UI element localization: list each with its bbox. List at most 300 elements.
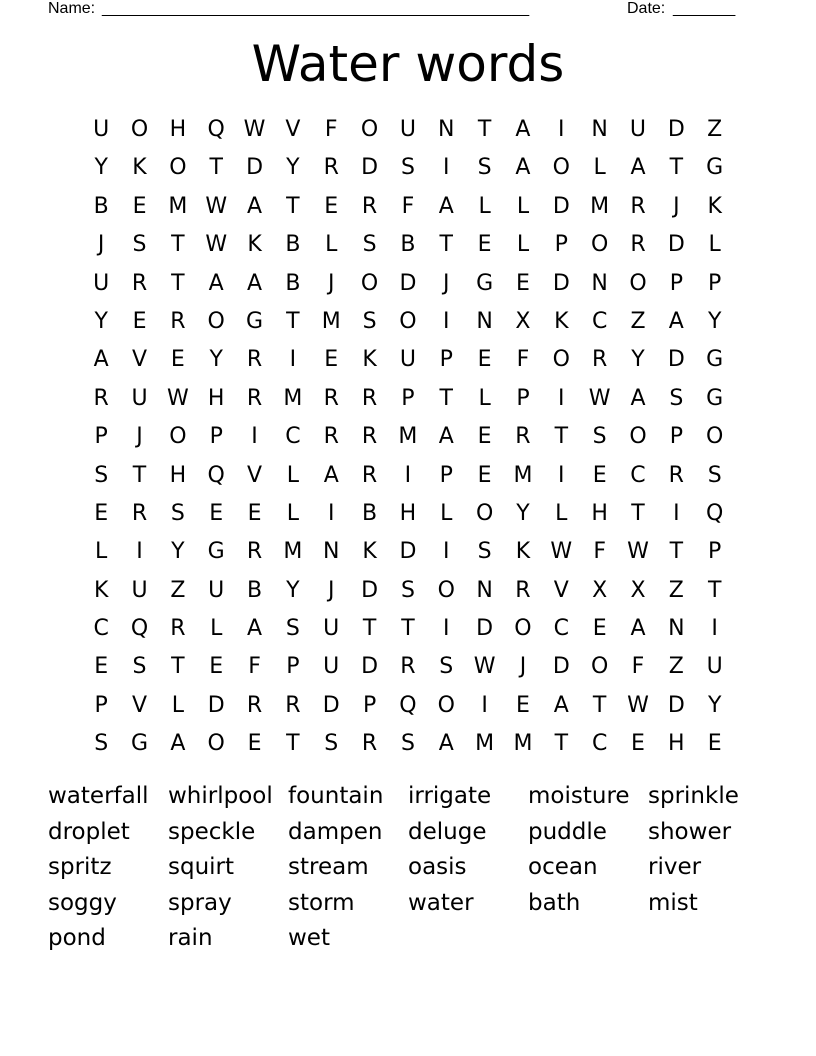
grid-letter: L	[593, 155, 606, 181]
grid-letter: E	[170, 347, 185, 373]
grid-letter: W	[473, 654, 496, 680]
grid-letter: H	[169, 117, 187, 142]
grid-row	[82, 303, 734, 341]
word-bank-item: spritz	[48, 854, 112, 880]
grid-letter: Y	[94, 155, 108, 181]
grid-letter: V	[247, 462, 263, 488]
grid-row	[82, 457, 734, 495]
grid-letter: U	[323, 654, 340, 680]
grid-letter: L	[440, 500, 453, 526]
grid-letter: D	[322, 692, 340, 718]
grid-letter: N	[323, 539, 340, 565]
grid-letter: T	[171, 270, 185, 296]
grid-letter: E	[94, 500, 109, 526]
grid-letter: E	[592, 616, 607, 642]
grid-letter: T	[631, 500, 645, 526]
grid-letter: M	[283, 539, 303, 565]
grid-letter: Y	[707, 308, 722, 334]
grid-letter: S	[400, 731, 415, 757]
grid-letter: P	[401, 385, 415, 411]
grid-letter: A	[630, 385, 646, 411]
grid-letter: T	[592, 692, 607, 718]
word-bank-item: whirlpool	[168, 783, 273, 809]
grid-letter: T	[171, 232, 185, 258]
grid-letter: W	[627, 539, 649, 565]
grid-letter: P	[516, 385, 530, 411]
grid-letter: R	[668, 462, 684, 488]
grid-letter: T	[669, 539, 684, 565]
grid-letter: E	[516, 692, 530, 718]
grid-letter: Q	[130, 616, 149, 642]
grid-letter: G	[207, 539, 225, 565]
grid-letter: E	[592, 462, 607, 488]
grid-letter: L	[286, 500, 300, 526]
grid-letter: K	[707, 193, 722, 219]
grid-row	[82, 495, 734, 533]
grid-letter: M	[590, 193, 610, 219]
grid-letter: X	[592, 577, 608, 603]
grid-letter: Y	[631, 347, 645, 373]
grid-letter: T	[439, 232, 453, 258]
grid-letter: Q	[207, 117, 225, 142]
grid-letter: I	[443, 308, 450, 334]
grid-letter: D	[399, 270, 417, 296]
grid-letter: R	[361, 193, 378, 219]
grid-letter: M	[513, 462, 533, 488]
grid-letter: T	[209, 155, 223, 181]
grid-letter: F	[516, 347, 530, 373]
grid-letter: L	[286, 462, 300, 488]
grid-letter: P	[362, 692, 377, 718]
grid-letter: U	[131, 577, 148, 603]
grid-letter: G	[706, 155, 724, 181]
grid-letter: V	[285, 117, 301, 142]
grid-letter: O	[360, 270, 379, 296]
word-bank-item: rain	[168, 925, 213, 951]
grid-letter: K	[362, 347, 377, 373]
grid-row	[82, 111, 734, 149]
grid-letter: D	[399, 539, 417, 565]
grid-letter: K	[362, 539, 377, 565]
grid-letter: E	[132, 193, 147, 219]
grid-letter: U	[93, 270, 110, 296]
grid-letter: K	[132, 155, 147, 181]
grid-letter: E	[477, 424, 492, 450]
grid-letter: R	[93, 385, 109, 411]
grid-letter: W	[205, 232, 228, 258]
name-label: Name:	[48, 0, 96, 17]
word-bank	[48, 779, 768, 957]
grid-letter: A	[515, 117, 531, 142]
grid-row	[82, 265, 734, 303]
word-bank-item: irrigate	[408, 783, 492, 809]
grid-letter: U	[323, 616, 340, 642]
grid-letter: R	[323, 385, 339, 411]
grid-letter: I	[443, 155, 450, 181]
grid-letter: Y	[707, 692, 722, 718]
grid-letter: B	[285, 270, 301, 296]
grid-letter: I	[443, 539, 450, 565]
word-bank-item: puddle	[528, 818, 607, 845]
grid-letter: N	[476, 577, 493, 603]
grid-letter: A	[247, 193, 263, 219]
grid-letter: L	[516, 193, 530, 219]
grid-letter: N	[438, 117, 455, 142]
grid-letter: B	[285, 232, 301, 258]
grid-letter: A	[438, 193, 454, 219]
grid-letter: X	[515, 308, 531, 334]
grid-row	[82, 610, 734, 648]
grid-letter: A	[438, 424, 454, 450]
grid-letter: S	[132, 232, 147, 258]
grid-letter: U	[399, 347, 416, 373]
grid-letter: D	[552, 193, 570, 219]
word-bank-row	[48, 886, 768, 922]
grid-letter: T	[669, 155, 684, 181]
grid-letter: A	[515, 155, 531, 181]
grid-letter: Z	[668, 654, 684, 680]
grid-letter: Q	[706, 500, 724, 526]
grid-letter: R	[361, 731, 378, 757]
grid-letter: I	[289, 347, 297, 373]
word-bank-row	[48, 815, 768, 851]
grid-letter: A	[170, 731, 186, 757]
letter-grid	[82, 111, 734, 764]
grid-letter: V	[131, 347, 148, 373]
grid-letter: G	[246, 308, 264, 334]
grid-letter: R	[515, 577, 531, 603]
word-bank-item: ocean	[528, 854, 598, 880]
grid-letter: A	[323, 462, 339, 488]
grid-row	[82, 418, 734, 456]
grid-letter: S	[132, 654, 147, 680]
grid-letter: T	[171, 654, 185, 680]
grid-row	[82, 572, 734, 610]
header	[48, 0, 748, 20]
grid-letter: Y	[209, 347, 223, 373]
grid-letter: Y	[286, 577, 300, 603]
grid-letter: E	[477, 232, 492, 258]
grid-letter: M	[513, 731, 533, 757]
grid-letter: L	[171, 692, 184, 718]
grid-row	[82, 648, 734, 686]
grid-letter: T	[132, 462, 147, 488]
grid-letter: E	[477, 462, 492, 488]
grid-letter: P	[708, 270, 722, 296]
grid-letter: A	[438, 731, 454, 757]
grid-letter: C	[93, 616, 109, 642]
word-bank-item: bath	[528, 889, 581, 916]
grid-row	[82, 725, 734, 763]
grid-letter: E	[132, 308, 147, 334]
grid-letter: R	[361, 462, 378, 488]
grid-letter: B	[362, 500, 378, 526]
grid-letter: O	[207, 308, 225, 334]
grid-letter: P	[439, 462, 453, 488]
grid-row	[82, 341, 734, 379]
grid-letter: I	[558, 462, 565, 488]
grid-letter: O	[590, 232, 609, 258]
grid-letter: T	[362, 616, 377, 642]
grid-letter: R	[246, 692, 263, 718]
grid-letter: T	[477, 117, 492, 142]
grid-letter: Y	[516, 500, 530, 526]
grid-letter: D	[361, 654, 379, 680]
grid-letter: L	[478, 193, 491, 219]
grid-letter: N	[476, 308, 493, 334]
grid-letter: W	[627, 692, 649, 718]
grid-letter: R	[515, 424, 531, 450]
page-title: Water words	[251, 35, 565, 93]
grid-letter: O	[437, 577, 455, 603]
grid-letter: J	[519, 654, 527, 680]
grid-letter: P	[94, 692, 108, 718]
grid-row	[82, 380, 734, 418]
grid-letter: U	[131, 385, 148, 411]
grid-letter: K	[93, 577, 109, 603]
grid-letter: O	[706, 424, 724, 450]
word-bank-item: oasis	[408, 854, 467, 880]
grid-letter: I	[711, 616, 718, 642]
grid-letter: S	[477, 155, 492, 181]
grid-row	[82, 533, 734, 571]
grid-letter: N	[591, 117, 608, 142]
grid-letter: R	[361, 424, 378, 450]
name-field-line: ________________________________________________	[102, 0, 530, 17]
grid-letter: N	[591, 270, 608, 296]
grid-letter: U	[629, 117, 647, 142]
word-bank-item: deluge	[408, 818, 487, 845]
grid-letter: D	[552, 270, 570, 296]
grid-letter: G	[130, 731, 149, 757]
grid-letter: R	[131, 500, 148, 526]
grid-letter: Y	[94, 308, 108, 334]
grid-letter: T	[554, 424, 569, 450]
grid-letter: L	[325, 232, 338, 258]
grid-letter: I	[673, 500, 680, 526]
grid-letter: U	[399, 117, 416, 142]
grid-letter: C	[630, 462, 646, 488]
grid-letter: D	[667, 692, 685, 718]
grid-letter: R	[400, 654, 416, 680]
grid-letter: W	[205, 193, 228, 219]
grid-letter: R	[361, 385, 378, 411]
grid-letter: M	[321, 308, 341, 334]
grid-letter: G	[476, 270, 494, 296]
grid-letter: S	[707, 462, 722, 488]
grid-letter: J	[443, 270, 450, 296]
grid-letter: V	[131, 692, 148, 718]
grid-row	[82, 687, 734, 725]
grid-letter: S	[592, 424, 607, 450]
grid-letter: A	[668, 308, 684, 334]
grid-letter: E	[247, 731, 262, 757]
grid-letter: L	[708, 232, 721, 258]
grid-letter: D	[361, 155, 379, 181]
grid-letter: Z	[707, 117, 723, 142]
grid-letter: W	[550, 539, 573, 565]
grid-letter: H	[169, 462, 187, 488]
grid-letter: I	[251, 424, 258, 450]
grid-letter: T	[554, 731, 569, 757]
grid-letter: Y	[286, 155, 300, 181]
word-bank-item: soggy	[48, 889, 117, 916]
grid-letter: Z	[170, 577, 186, 603]
grid-letter: O	[590, 654, 609, 680]
grid-letter: B	[93, 193, 109, 219]
word-bank-item: storm	[288, 889, 355, 916]
grid-letter: P	[209, 424, 223, 450]
grid-letter: E	[707, 731, 722, 757]
grid-letter: F	[593, 539, 606, 565]
grid-letter: P	[669, 424, 683, 450]
word-bank-item: waterfall	[48, 783, 149, 809]
grid-letter: D	[207, 692, 225, 718]
grid-letter: R	[285, 692, 301, 718]
grid-letter: S	[362, 232, 377, 258]
grid-letter: O	[437, 692, 455, 718]
grid-letter: E	[94, 654, 109, 680]
grid-letter: I	[558, 117, 565, 142]
grid-letter: C	[285, 424, 301, 450]
grid-letter: O	[475, 500, 494, 526]
grid-letter: U	[93, 117, 110, 142]
grid-letter: I	[136, 539, 143, 565]
grid-letter: O	[629, 270, 647, 296]
grid-letter: A	[630, 616, 646, 642]
grid-letter: C	[553, 616, 569, 642]
date-label: Date:	[627, 0, 666, 17]
grid-letter: J	[97, 232, 105, 258]
grid-letter: W	[243, 117, 266, 142]
grid-letter: I	[481, 692, 488, 718]
grid-letter: R	[170, 308, 186, 334]
word-bank-item: dampen	[288, 818, 383, 845]
grid-letter: O	[169, 424, 187, 450]
word-bank-item: speckle	[168, 818, 256, 845]
grid-letter: S	[362, 308, 377, 334]
word-bank-item: water	[408, 889, 474, 916]
word-bank-item: spray	[168, 889, 232, 916]
grid-letter: I	[558, 385, 565, 411]
grid-letter: D	[246, 155, 264, 181]
grid-letter: E	[247, 500, 262, 526]
grid-letter: J	[327, 577, 335, 603]
grid-letter: O	[399, 308, 417, 334]
grid-letter: G	[706, 347, 724, 373]
grid-letter: S	[477, 539, 492, 565]
grid-letter: E	[516, 270, 530, 296]
grid-letter: F	[631, 654, 645, 680]
word-bank-row	[48, 921, 768, 957]
grid-letter: E	[477, 347, 492, 373]
grid-letter: R	[630, 193, 646, 219]
grid-letter: R	[246, 385, 263, 411]
grid-letter: I	[404, 462, 412, 488]
grid-letter: H	[591, 500, 608, 526]
grid-letter: S	[324, 731, 339, 757]
grid-letter: R	[591, 347, 608, 373]
word-bank-item: river	[648, 854, 702, 880]
grid-letter: O	[207, 731, 225, 757]
grid-letter: B	[247, 577, 263, 603]
grid-letter: H	[668, 731, 685, 757]
grid-letter: M	[283, 385, 303, 411]
grid-letter: Q	[207, 462, 225, 488]
grid-letter: D	[552, 654, 570, 680]
grid-letter: J	[136, 424, 143, 450]
grid-letter: Z	[630, 308, 646, 334]
grid-letter: D	[667, 347, 685, 373]
grid-letter: T	[286, 731, 300, 757]
grid-letter: P	[439, 347, 453, 373]
grid-letter: O	[552, 347, 570, 373]
grid-letter: A	[208, 270, 224, 296]
grid-letter: C	[591, 308, 608, 334]
word-bank-row	[48, 850, 768, 886]
grid-letter: R	[246, 347, 263, 373]
grid-letter: E	[209, 654, 224, 680]
grid-letter: Y	[171, 539, 185, 565]
grid-letter: O	[130, 117, 149, 142]
grid-letter: Q	[399, 692, 417, 718]
word-bank-item: fountain	[288, 783, 384, 809]
grid-letter: F	[248, 654, 261, 680]
grid-letter: P	[669, 270, 683, 296]
word-bank-row	[48, 779, 768, 815]
grid-letter: R	[170, 616, 186, 642]
grid-letter: S	[400, 577, 415, 603]
grid-letter: O	[360, 117, 379, 142]
grid-letter: R	[323, 155, 339, 181]
word-bank-item: shower	[648, 818, 732, 845]
grid-letter: O	[629, 424, 647, 450]
grid-letter: L	[95, 539, 108, 565]
grid-letter: A	[630, 155, 646, 181]
grid-letter: F	[401, 193, 415, 219]
grid-letter: S	[94, 462, 109, 488]
grid-letter: E	[209, 500, 224, 526]
grid-letter: T	[439, 385, 453, 411]
grid-letter: W	[166, 385, 189, 411]
grid-letter: T	[286, 193, 300, 219]
grid-letter: P	[708, 539, 722, 565]
grid-letter: O	[514, 616, 532, 642]
grid-letter: P	[94, 424, 108, 450]
word-bank-item: moisture	[528, 783, 630, 809]
grid-letter: S	[170, 500, 185, 526]
grid-letter: A	[247, 616, 263, 642]
grid-letter: O	[552, 155, 570, 181]
grid-letter: M	[168, 193, 188, 219]
grid-letter: D	[667, 232, 685, 258]
grid-row	[82, 226, 734, 264]
grid-letter: J	[327, 270, 335, 296]
word-bank-item: droplet	[48, 818, 130, 845]
grid-letter: D	[667, 117, 685, 142]
grid-letter: L	[555, 500, 568, 526]
grid-letter: L	[478, 385, 491, 411]
word-bank-item: wet	[288, 925, 330, 951]
grid-letter: I	[327, 500, 335, 526]
grid-letter: M	[398, 424, 418, 450]
grid-letter: A	[553, 692, 569, 718]
grid-letter: B	[400, 232, 416, 258]
grid-letter: N	[668, 616, 685, 642]
word-bank-item: stream	[288, 854, 369, 880]
grid-letter: T	[401, 616, 415, 642]
date-field-line: _______	[673, 0, 736, 17]
